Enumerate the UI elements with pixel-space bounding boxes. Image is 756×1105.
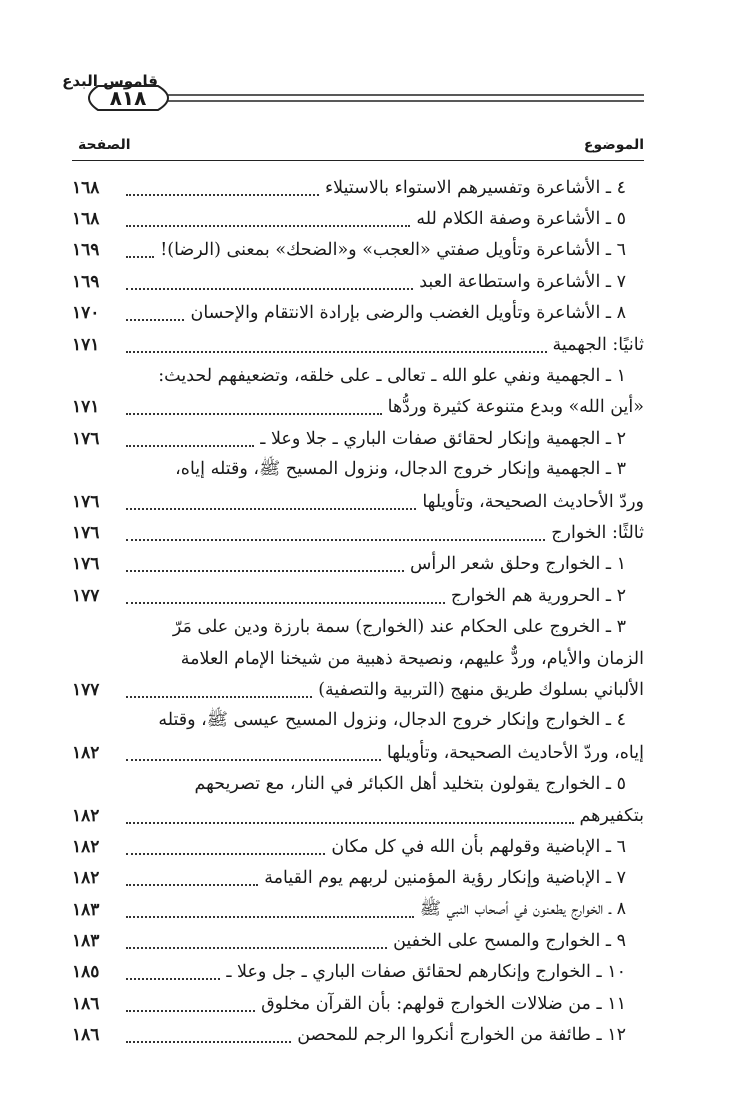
toc-entry <box>72 266 644 297</box>
toc-entry-title: ٣ ـ الجهمية وإنكار خروج الدجال، ونزول المسيح ﷺ، وقتله إياه، <box>175 459 626 480</box>
toc-entry-title: الزمان والأيام، وردٌّ عليهم، ونصيحة ذهبية من شيخنا الإمام العلامة <box>180 648 644 669</box>
dot-leader <box>126 1027 291 1043</box>
toc-entry-page: ١٨٦ <box>72 993 100 1014</box>
toc-entry-page: ١٧٦ <box>72 522 100 543</box>
toc-entry-title: ٧ ـ الأشاعرة واستطاعة العبد <box>419 271 626 292</box>
dot-leader <box>126 494 416 510</box>
toc-entry-page: ١٦٨ <box>72 177 100 198</box>
dot-leader <box>126 180 319 196</box>
toc-entry-title: ١٢ ـ طائفة من الخوارج أنكروا الرجم للمحصن <box>297 1025 626 1046</box>
dot-leader <box>126 337 547 353</box>
toc-entry-page: ١٦٨ <box>72 209 100 230</box>
toc-entry-title: ٧ ـ الإباضية وإنكار رؤية المؤمنين لربهم يوم القيامة <box>264 868 626 889</box>
dot-leader <box>126 556 404 572</box>
toc-entry-page: ١٧١ <box>72 334 100 355</box>
toc-entry-page: ١٨٢ <box>72 805 100 826</box>
toc-entry-title: ٢ ـ الجهمية وإنكار لحقائق صفات الباري ـ جلا وعلا ـ <box>260 428 626 449</box>
toc-entry <box>72 800 644 831</box>
toc-entry <box>72 863 644 894</box>
dot-leader <box>126 682 312 698</box>
toc-entry-page: ١٧٠ <box>72 303 100 324</box>
toc-entry-title: ١١ ـ من ضلالات الخوارج قولهم: بأن القرآن مخلوق <box>261 993 626 1014</box>
toc-entry-title: بتكفيرهم <box>579 805 644 826</box>
toc-entry <box>72 203 644 234</box>
toc-entry-title: ثانيًا: الجهمية <box>552 334 644 355</box>
toc-entry-page: ١٨٦ <box>72 1025 100 1046</box>
dot-leader <box>126 242 154 258</box>
toc-entry-page: ١٧٦ <box>72 428 100 449</box>
book-title: قاموس البدع <box>62 72 158 90</box>
toc-entry-title: ثالثًا: الخوارج <box>551 522 644 543</box>
dot-leader <box>126 964 220 980</box>
dot-leader <box>126 399 382 415</box>
toc-entry <box>72 988 644 1019</box>
toc-entry <box>72 298 644 329</box>
toc-entry-title: ٢ ـ الحرورية هم الخوارج <box>450 585 626 606</box>
toc-entry-title: ٨ ـ الأشاعرة وتأويل الغضب والرضى بإرادة الانتقام والإحسان <box>190 303 626 324</box>
toc-entry <box>72 517 644 548</box>
toc-entry <box>72 172 644 203</box>
toc-entry <box>72 831 644 862</box>
toc-entry-page: ١٦٩ <box>72 271 100 292</box>
toc-entry <box>72 706 644 737</box>
toc-entry <box>72 894 644 925</box>
toc-entry-page: ١٧٦ <box>72 491 100 512</box>
toc-entry <box>72 611 644 642</box>
toc-entry <box>72 486 644 517</box>
dot-leader <box>126 211 410 227</box>
toc-entry-title: ٥ ـ الأشاعرة وصفة الكلام لله <box>416 209 626 230</box>
toc-entry <box>72 674 644 705</box>
dot-leader <box>126 274 413 290</box>
toc-entry <box>72 643 644 674</box>
toc-entry <box>72 423 644 454</box>
toc-entry-page: ١٦٩ <box>72 240 100 261</box>
toc-entry-title: ٦ ـ الإباضية وقولهم بأن الله في كل مكان <box>331 836 626 857</box>
toc-entry <box>72 392 644 423</box>
toc-entry-page: ١٧٧ <box>72 585 100 606</box>
toc-entry-title: «أين الله» وبدع متنوعة كثيرة وردُّها <box>387 397 644 418</box>
dot-leader <box>126 525 545 541</box>
dot-leader <box>126 933 387 949</box>
toc-entry-page: ١٨٢ <box>72 836 100 857</box>
column-header-page: الصفحة <box>78 137 131 153</box>
page-number: ٨١٨ <box>109 86 147 110</box>
dot-leader <box>126 305 184 321</box>
toc-entry <box>72 235 644 266</box>
dot-leader <box>126 870 258 886</box>
toc-entry-page: ١٨٣ <box>72 899 100 920</box>
toc-entry-page: ١٨٢ <box>72 868 100 889</box>
dot-leader <box>126 431 254 447</box>
toc-entry-title: وردّ الأحاديث الصحيحة، وتأويلها <box>422 491 644 512</box>
toc-entry-title: ١ ـ الجهمية ونفي علو الله ـ تعالى ـ على خلقه، وتضعيفهم لحديث: <box>158 366 626 387</box>
toc-entry <box>72 329 644 360</box>
toc-entry-title: ٤ ـ الأشاعرة وتفسيرهم الاستواء بالاستيلاء <box>324 177 626 198</box>
dot-leader <box>126 902 414 918</box>
dot-leader <box>126 839 325 855</box>
toc-entry <box>72 455 644 486</box>
toc-entry-title: ٩ ـ الخوارج والمسح على الخفين <box>393 931 626 952</box>
toc-entry-page: ١٧١ <box>72 397 100 418</box>
toc-entry-title: ١٠ ـ الخوارج وإنكارهم لحقائق صفات الباري ـ جل وعلا ـ <box>226 962 626 983</box>
dot-leader <box>126 808 574 824</box>
toc-entry-page: ١٧٦ <box>72 554 100 575</box>
toc-entry <box>72 360 644 391</box>
table-of-contents <box>72 172 644 1051</box>
dot-leader <box>126 588 445 604</box>
toc-entry-title: ٥ ـ الخوارج يقولون بتخليد أهل الكبائر في النار، مع تصريحهم <box>194 774 626 795</box>
column-header-topic: الموضوع <box>583 137 644 153</box>
header-divider <box>72 160 644 161</box>
toc-entry <box>72 580 644 611</box>
toc-entry-title: ٦ ـ الأشاعرة وتأويل صفتي «العجب» و«الضحك» بمعنى (الرضا)! <box>160 240 626 261</box>
toc-entry <box>72 768 644 799</box>
toc-entry-title: ٨ ـ الخوارج يطعنون في أصحاب النبي ﷺ <box>419 898 626 919</box>
toc-entry <box>72 1020 644 1051</box>
toc-entry-title: الألباني بسلوك طريق منهج (التربية والتصفية) <box>318 679 644 700</box>
page-number-frame <box>78 82 644 114</box>
toc-entry-title: ٤ ـ الخوارج وإنكار خروج الدجال، ونزول المسيح عيسى ﷺ، وقتله <box>158 710 626 731</box>
toc-entry-page: ١٧٧ <box>72 679 100 700</box>
toc-entry <box>72 957 644 988</box>
toc-entry-title: إياه، وردّ الأحاديث الصحيحة، وتأويلها <box>386 742 644 763</box>
toc-entry <box>72 737 644 768</box>
toc-entry-page: ١٨٣ <box>72 931 100 952</box>
toc-entry-title: ٣ ـ الخروج على الحكام عند (الخوارج) سمة بارزة ودين على مَرّ <box>172 617 626 638</box>
toc-entry-title: ١ ـ الخوارج وحلق شعر الرأس <box>410 554 626 575</box>
toc-entry-page: ١٨٥ <box>72 962 100 983</box>
dot-leader <box>126 745 381 761</box>
toc-entry <box>72 549 644 580</box>
toc-entry <box>72 925 644 956</box>
toc-entry-page: ١٨٢ <box>72 742 100 763</box>
dot-leader <box>126 996 255 1012</box>
